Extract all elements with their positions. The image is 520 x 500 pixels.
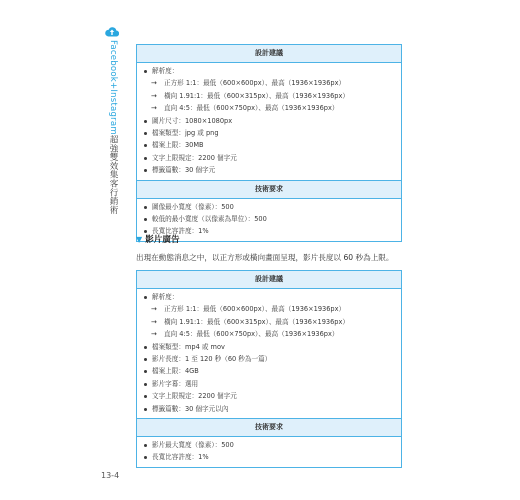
page-number: 13-4 (101, 471, 120, 480)
tech-item: 較低的最小寬度（以像素為單位）：500 (137, 213, 401, 225)
spec-item: 解析度： (137, 65, 401, 77)
spec-item: 檔案上限：30MB (137, 139, 401, 151)
side-brand: Facebook+Instagram (108, 40, 118, 135)
spec-item: 影片長度：1 至 120 秒（60 秒為一篇） (137, 353, 401, 365)
spec-subitem: → 橫向 1.91:1：最低（600×315px）、最高（1936×1936px） (137, 316, 401, 328)
cloud-upload-icon (105, 26, 119, 37)
tech-item: 長寬比容許度：1% (137, 451, 401, 463)
tech-item: 圖像最小寬度（像素）：500 (137, 201, 401, 213)
spec-subitem: → 橫向 1.91:1：最低（600×315px）、最高（1936×1936px） (137, 90, 401, 102)
spec-item: 標籤篇數：30 個字元以內 (137, 403, 401, 415)
section-heading (136, 233, 180, 245)
side-vertical-text (107, 40, 119, 214)
spec-item: 檔案上限：4GB (137, 365, 401, 377)
tech-requirement-header: 技術要求 (137, 418, 401, 437)
section-title: 影片廣告 (145, 235, 180, 245)
side-title (104, 26, 120, 215)
spec-item: 文字上限規定：2200 個字元 (137, 390, 401, 402)
spec-item: 解析度： (137, 291, 401, 303)
spec-item: 標籤篇數：30 個字元 (137, 164, 401, 176)
triangle-marker-icon: ▼ (136, 235, 143, 244)
design-suggestion-list (137, 63, 401, 180)
tech-item: 影片最大寬度（像素）：500 (137, 439, 401, 451)
spec-item: 圖片尺寸：1080×1080px (137, 115, 401, 127)
video-spec-box (136, 270, 402, 468)
spec-item: 文字上限規定：2200 個字元 (137, 152, 401, 164)
spec-item: 檔案類型：mp4 或 mov (137, 341, 401, 353)
spec-subitem: → 正方形 1:1：最低（600×600px）、最高（1936×1936px） (137, 303, 401, 315)
side-subtitle: 超強雙效集客行銷術 (108, 134, 118, 215)
spec-item: 影片字幕：選用 (137, 378, 401, 390)
spec-item: 檔案類型：jpg 或 png (137, 127, 401, 139)
design-suggestion-header: 設計建議 (137, 271, 401, 289)
spec-subitem: → 直向 4:5：最低（600×750px）、最高（1936×1936px） (137, 102, 401, 114)
spec-subitem: → 直向 4:5：最低（600×750px）、最高（1936×1936px） (137, 328, 401, 340)
tech-requirement-list (137, 437, 401, 467)
tech-item: 長寬比容許度：1% (137, 225, 401, 237)
design-suggestion-list (137, 289, 401, 418)
tech-requirement-header: 技術要求 (137, 180, 401, 199)
spec-subitem: → 正方形 1:1：最低（600×600px）、最高（1936×1936px） (137, 77, 401, 89)
design-suggestion-header: 設計建議 (137, 45, 401, 63)
image-spec-box (136, 44, 402, 242)
section-body: 出現在動態消息之中，以正方形或橫向畫面呈現，影片長度以 60 秒為上限。 (136, 253, 394, 262)
